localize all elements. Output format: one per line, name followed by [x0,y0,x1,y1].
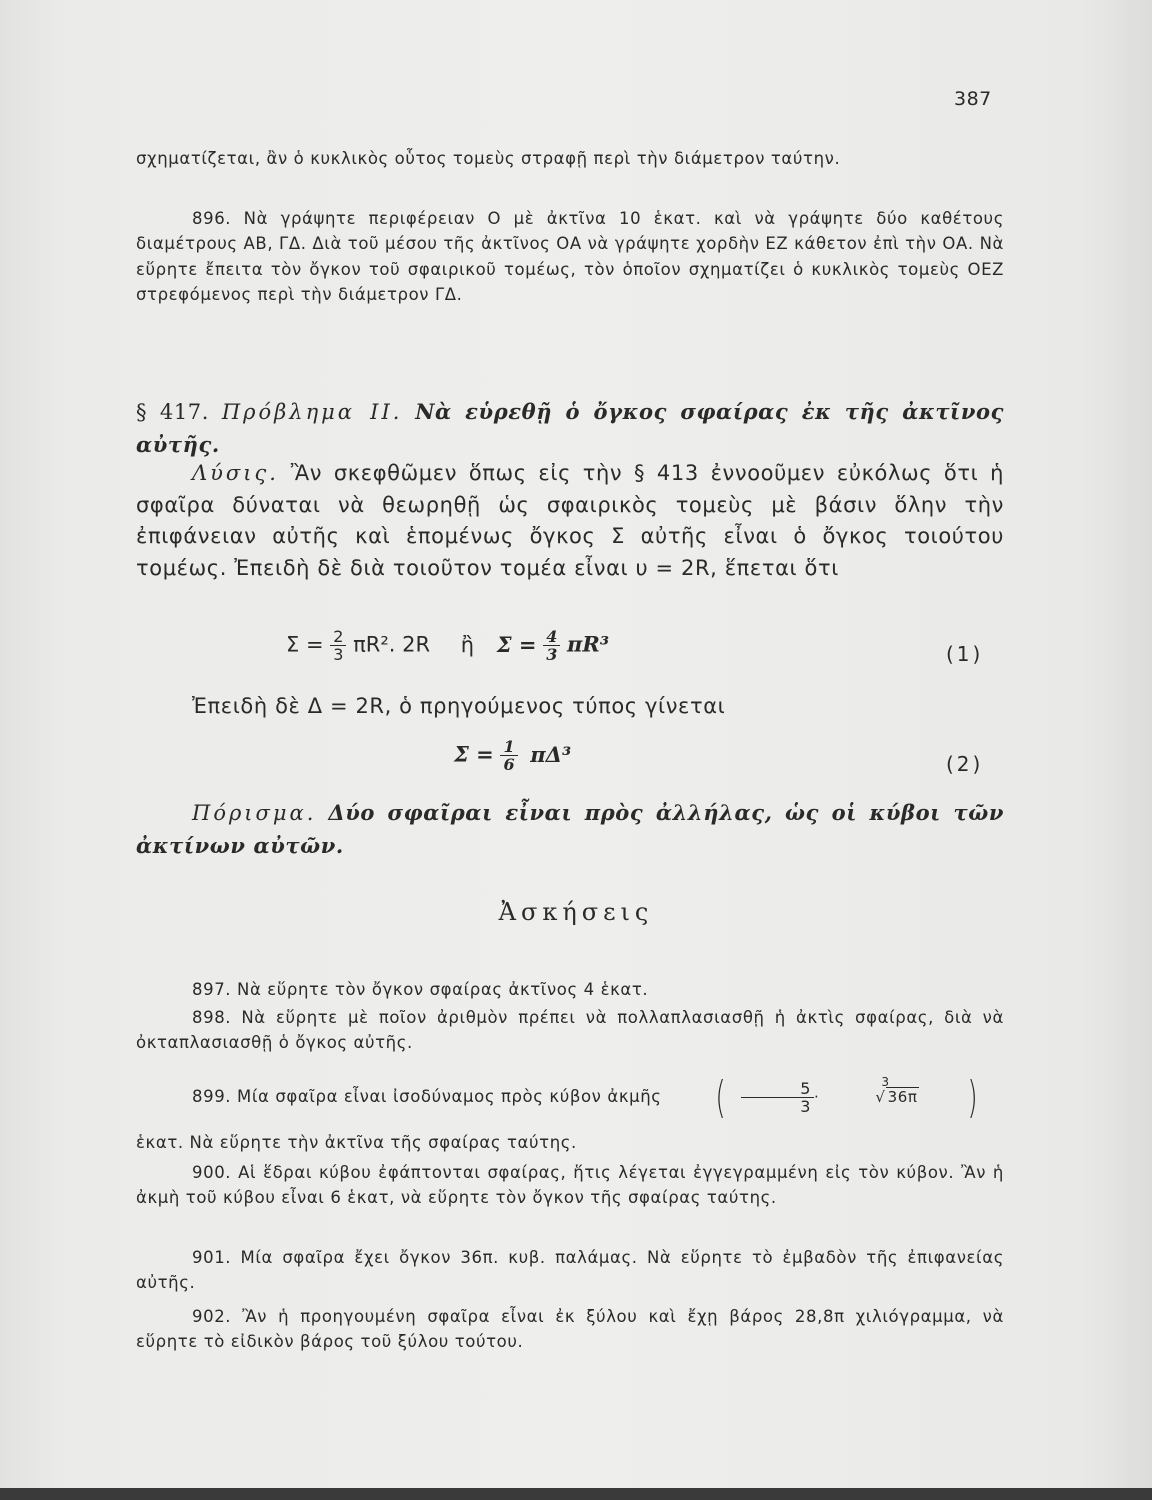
exercise-898 [136,1005,1004,1056]
exercise-text: Νὰ γράψητε περιφέρειαν Ο μὲ ἀκτῖνα 10 ἑκατ. καὶ νὰ γράψητε δύο καθέτους διαμέτρους ΑΒ, ΓΔ. Διὰ τοῦ μέσου τῆς ἀκτῖνος ΟΑ νὰ γράψητε χορδὴν ΕΖ κάθετον ἐπὶ τὴν ΟΑ. Νὰ εὕρητε ἔπειτα τὸν ὄγκον τοῦ σφαιρικοῦ τομέως, τὸν ὁποῖον σχηματίζει ὁ κυκλικὸς τομεὺς ΟΕΖ στρεφόμενος περὶ τὴν διάμετρον ΓΔ. [136,209,1004,305]
formula-2-lhs: Σ = [454,741,494,767]
exercise-text: Νὰ εὕρητε μὲ ποῖον ἀριθμὸν πρέπει νὰ πολλαπλασιασθῇ ἡ ἀκτὶς σφαίρας, διὰ νὰ ὀκταπλασιασθῇ ὁ ὄγκος αὐτῆς. [136,1008,1004,1053]
solution-paragraph [136,458,1004,584]
solution-label: Λύσις. [192,461,279,485]
fraction-numerator: 5 [800,1079,812,1098]
intro-text: σχηματίζεται, ἂν ὁ κυκλικὸς οὗτος τομεὺς στραφῇ περὶ τὴν διάμετρον ταύτην. [136,149,841,168]
exercise-text: ἑκατ. Νὰ εὕρητε τὴν ἀκτῖνα τῆς σφαίρας ταύτης. [136,1133,577,1152]
exercise-text: Μία σφαῖρα εἶναι ἰσοδύναμος πρὸς κύβον ἀκμῆς [237,1087,662,1106]
section-label: Πρόβλημα ΙΙ. [221,400,403,424]
formula-1-lhs: Σ = [286,632,324,657]
fraction-4-3 [543,628,560,663]
section-417-heading [136,396,1004,461]
fraction-2-3 [330,628,346,663]
section-symbol: § 417. [136,400,210,424]
root-radicand: 36π [887,1087,918,1106]
formula-1-mid: πR². 2R [353,632,431,657]
intro-paragraph [136,146,1004,171]
exercise-text: Νὰ εὕρητε τὸν ὄγκον σφαίρας ἀκτῖνος 4 ἑκατ. [237,980,649,999]
fraction-denominator: 3 [546,645,558,664]
formula-2-rhs: πΔ³ [530,741,572,767]
exercise-number: 898. [192,1008,232,1027]
exercise-901 [136,1245,1004,1296]
exercise-number: 901. [192,1248,232,1267]
exercise-899-continuation [136,1130,1004,1155]
exercise-number: 900. [192,1163,232,1182]
root-index: 3 [881,1074,890,1089]
formula-1-or: ἢ [460,632,475,657]
fraction-numerator: 1 [503,737,515,756]
exercise-number: 897. [192,980,232,999]
exercise-896 [136,206,1004,308]
exercise-899: 899. Μία σφαῖρα εἶναι ἰσοδύναμος πρὸς κύβον ἀκμῆς ( $\frac{5}{3}$ · 3 √ 36π ) [192,1071,979,1123]
formula-1-rhs2: πR³ [567,631,610,657]
fraction-1-6 [500,738,517,773]
exercise-897 [136,977,1004,1002]
exercise-number: 902. [192,1307,232,1326]
exercise-number: 899. [192,1087,232,1106]
between-paragraph [192,691,1004,723]
fraction-5-3 [741,1080,814,1115]
fraction-numerator: 4 [546,627,558,646]
solution-text: Ἂν σκεφθῶμεν ὅπως εἰς τὴν § 413 ἐννοοῦμεν εὐκόλως ὅτι ἡ σφαῖρα δύναται νὰ θεωρηθῇ ὡς σφαιρικὸς τομεὺς μὲ βάσιν ὅλην τὴν ἐπιφάνειαν αὐτῆς καὶ ἑπομένως ὄγκος Σ αὐτῆς εἶναι ὁ ὄγκος τοιούτου τομέως. Ἐπειδὴ δὲ διὰ τοιοῦτον τομέα εἶναι υ = 2R, ἕπεται ὅτι [136,461,1005,580]
exercise-902 [136,1304,1004,1355]
page-bottom-edge [0,1488,1152,1500]
cube-root: 3 √ 36π [819,1085,919,1110]
fraction-numerator: 2 [333,627,344,646]
formula-1 [286,628,609,663]
fraction-denominator: 3 [800,1097,812,1116]
exercises-heading: Ἀσκήσεις [498,898,654,926]
exercise-text: Αἱ ἕδραι κύβου ἐφάπτονται σφαίρας, ἥτις λέγεται ἐγγεγραμμένη εἰς τὸν κύβον. Ἂν ἡ ἀκμὴ τοῦ κύβου εἶναι 6 ἑκατ, νὰ εὕρητε τὸν ὄγκον τῆς σφαίρας ταύτης. [136,1163,1004,1208]
corollary-label: Πόρισμα. [192,801,317,825]
formula-2 [454,738,571,773]
corollary-text: Δύο σφαῖραι εἶναι πρὸς ἀλλήλας, ὡς οἱ κύβοι τῶν ἀκτίνων αὐτῶν. [136,800,1004,858]
formula-1-lhs2: Σ = [496,631,537,657]
exercise-number: 896. [192,209,232,228]
fraction-denominator: 3 [333,645,344,664]
between-text: Ἐπειδὴ δὲ Δ = 2R, ὁ πρηγούμενος τύπος γίνεται [192,694,726,718]
equation-number-2: (2) [946,752,984,776]
section-title: Νὰ εὑρεθῇ ὁ ὄγκος σφαίρας ἐκ τῆς ἀκτῖνος αὐτῆς. [136,399,1004,457]
exercise-text: Μία σφαῖρα ἔχει ὄγκον 36π. κυβ. παλάμας. Νὰ εὕρητε τὸ ἐμβαδὸν τῆς ἐπιφανείας αὐτῆς. [136,1248,1004,1293]
page-number: 387 [954,88,992,110]
exercise-text: Ἂν ἡ προηγουμένη σφαῖρα εἶναι ἐκ ξύλου καὶ ἔχῃ βάρος 28,8π χιλιόγραμμα, νὰ εὕρητε τὸ εἰδικὸν βάρος τοῦ ξύλου τούτου. [136,1307,1004,1352]
equation-number-1: (1) [946,642,984,666]
fraction-denominator: 6 [503,755,515,774]
exercise-900 [136,1160,1004,1211]
corollary-paragraph [136,797,1004,862]
